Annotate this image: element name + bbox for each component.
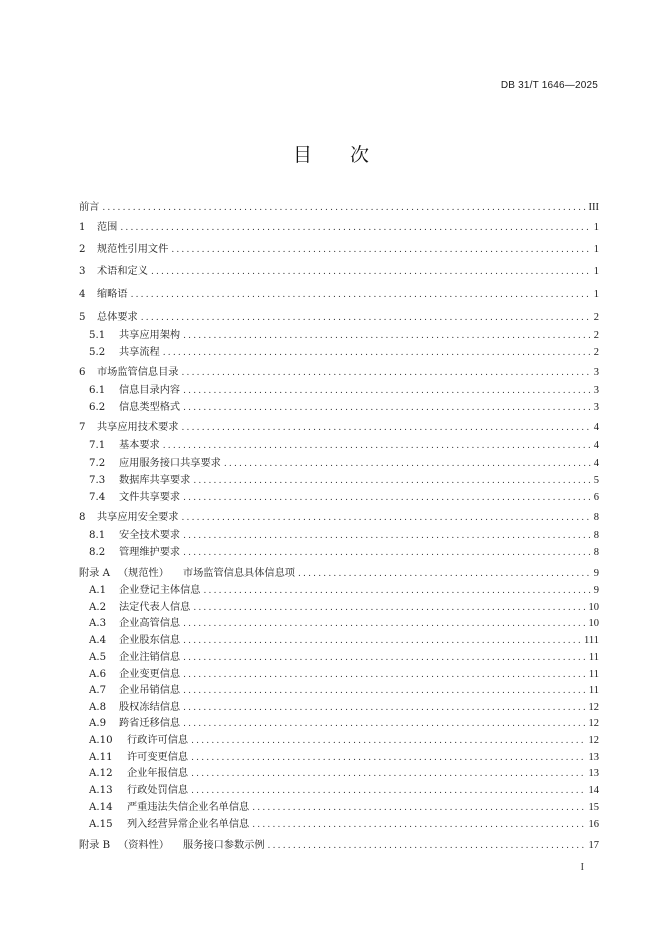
toc-entry-label: 安全技术要求 [119,530,181,541]
toc-entry-page: 3 [593,402,599,413]
toc-entry-page: 14 [588,785,599,796]
toc-entry[interactable] [79,667,599,683]
toc-entry[interactable] [79,264,599,280]
toc-dot-leader [183,383,591,399]
toc-entry-page: 17 [588,840,599,851]
toc-entry-label: 许可变更信息 [127,752,189,763]
toc-dot-leader [183,683,586,699]
toc-entry-label: 企业变更信息 [119,669,181,680]
toc-entry-number: 6.2 [89,402,106,413]
toc-dot-leader [268,838,586,854]
toc-entry[interactable] [79,750,599,766]
toc-entry[interactable] [79,783,599,799]
toc-entry[interactable] [79,733,599,749]
toc-entry-label: 总体要求 [97,312,138,323]
toc-entry-number: A.10 [89,735,113,746]
toc-entry-label: 数据库共享要求 [119,475,191,486]
toc-entry[interactable] [79,345,599,361]
toc-entry[interactable] [79,510,599,526]
toc-entry-number: 7 [79,422,86,433]
toc-entry-page: 11 [588,685,599,696]
toc-entry-label: 市场监管信息具体信息项 [182,568,295,579]
toc-dot-leader [102,200,585,216]
toc-entry-label: 企业注销信息 [119,652,181,663]
toc-entry-page: 8 [593,512,599,523]
toc-entry-label: 企业年报信息 [127,768,189,779]
toc-dot-leader [183,545,591,561]
toc-entry[interactable] [79,528,599,544]
toc-entry-page: 5 [593,475,599,486]
toc-entry-label: 行政处罚信息 [127,785,189,796]
toc-entry-number: 3 [79,266,86,277]
toc-entry-label: 规范性引用文件 [97,244,169,255]
toc-entry[interactable] [79,383,599,399]
toc-entry-number: 6.1 [89,385,106,396]
toc-entry-page: 16 [588,819,599,830]
toc-entry-label: 共享流程 [119,347,160,358]
toc-entry-label: 跨省迁移信息 [119,718,181,729]
toc-entry-page: 15 [588,802,599,813]
toc-entry-number: 8.2 [89,547,106,558]
toc-entry-label: 文件共享要求 [119,492,181,503]
toc-entry-label: 缩略语 [97,289,128,300]
toc-entry-page: 1 [593,222,599,233]
toc-entry-label: 信息目录内容 [119,385,181,396]
toc-dot-leader [171,242,590,258]
toc-entry[interactable] [79,700,599,716]
toc-entry-number: A.9 [89,718,107,729]
toc-entry-label: 术语和定义 [97,266,148,277]
toc-entry-label: 法定代表人信息 [119,602,191,613]
toc-entry-label: 企业吊销信息 [119,685,181,696]
toc-dot-leader [183,650,586,666]
toc-entry-label: 企业股东信息 [119,635,181,646]
toc-entry[interactable] [79,616,599,632]
toc-entry-number: 7.2 [89,458,106,469]
toc-entry-page: 10 [588,618,599,629]
toc-entry[interactable] [79,242,599,258]
toc-dot-leader [183,528,591,544]
toc-entry[interactable] [79,310,599,326]
toc-entry-page: 6 [593,492,599,503]
toc-entry-number: A.11 [89,752,113,763]
toc-entry-number: A.3 [89,618,107,629]
toc-entry-page: 3 [593,367,599,378]
toc-entry-number: A.12 [89,768,113,779]
toc-entry-number: A.7 [89,685,107,696]
toc-entry-number: 4 [79,289,86,300]
toc-appendix-class: （规范性） [117,568,169,579]
toc-entry-number: A.14 [89,802,113,813]
toc-dot-leader [120,220,590,236]
toc-entry[interactable] [79,817,599,833]
toc-entry[interactable] [79,220,599,236]
toc-entry-number: A.8 [89,702,107,713]
toc-entry[interactable] [79,200,599,216]
toc-entry-number: A.5 [89,652,107,663]
toc-entry-page: 10 [588,602,599,613]
toc-entry-number: 5.1 [89,330,106,341]
toc-entry-page: 13 [588,752,599,763]
toc-dot-leader [163,438,591,454]
toc-dot-leader [183,328,591,344]
toc-entry-number: 附录 B [79,840,111,851]
toc-entry-number: A.2 [89,602,107,613]
toc-dot-leader [191,750,585,766]
toc-entry-label: 共享应用架构 [119,330,181,341]
toc-entry[interactable] [79,400,599,416]
toc-dot-leader [163,345,591,361]
toc-entry-page: 9 [593,568,599,579]
toc-entry-number: 8.1 [89,530,106,541]
toc-entry[interactable] [79,365,599,381]
toc-dot-leader [151,264,591,280]
toc-entry[interactable] [79,600,599,616]
toc-entry[interactable] [79,328,599,344]
toc-entry-page: 2 [593,347,599,358]
toc-entry-page: 13 [588,768,599,779]
toc-entry-label: 信息类型格式 [119,402,181,413]
toc-entry-label: 市场监管信息目录 [97,367,179,378]
toc-entry-number: 7.3 [89,475,106,486]
toc-entry-number: 6 [79,367,86,378]
toc-entry-page: 12 [588,718,599,729]
toc-title-char-1: 目 [292,144,312,166]
toc-entry[interactable] [79,545,599,561]
toc-entry-page: 3 [593,385,599,396]
toc-entry-number: 8 [79,512,86,523]
toc-entry-page: 11 [588,669,599,680]
toc-entry[interactable] [79,420,599,436]
toc-dot-leader [183,400,591,416]
toc-entry[interactable] [79,456,599,472]
toc-entry-page: 111 [584,635,599,646]
toc-entry-page: 1 [593,266,599,277]
toc-dot-leader [193,473,590,489]
toc-dot-leader [182,420,591,436]
toc-dot-leader [191,733,585,749]
toc-entry-label: 企业登记主体信息 [119,585,201,596]
toc-dot-leader [224,456,591,472]
toc-entry[interactable] [79,838,599,854]
toc-entry-label: 管理维护要求 [119,547,181,558]
page-number: I [580,862,584,873]
toc-entry-page: 12 [588,702,599,713]
toc-dot-leader [183,667,586,683]
toc-dot-leader [182,510,591,526]
toc-entry-page: 8 [593,547,599,558]
toc-dot-leader [204,583,591,599]
toc-dot-leader [182,365,591,381]
toc-entry-label: 严重违法失信企业名单信息 [127,802,250,813]
toc-entry-number: A.4 [89,635,107,646]
toc-entry-page: 11 [588,652,599,663]
toc-entry-number: 5.2 [89,347,106,358]
toc-dot-leader [183,633,581,649]
toc-entry-page: III [588,202,599,213]
toc-entry-number: A.15 [89,819,113,830]
toc-dot-leader [298,566,591,582]
toc-entry-number: A.13 [89,785,113,796]
toc-dot-leader [183,700,585,716]
toc-entry-number: 5 [79,312,86,323]
toc-entry-page: 1 [593,289,599,300]
toc-entry-page: 8 [593,530,599,541]
toc-dot-leader [183,490,591,506]
toc-dot-leader [191,783,585,799]
toc-entry-page: 4 [593,422,599,433]
toc-entry-label: 股权冻结信息 [119,702,181,713]
toc-entry-number: 2 [79,244,86,255]
toc-dot-leader [191,766,585,782]
toc-entry[interactable] [79,438,599,454]
toc-dot-leader [183,616,585,632]
toc-entry[interactable] [79,716,599,732]
toc-entry-label: 企业高管信息 [119,618,181,629]
toc-entry-label: 服务接口参数示例 [183,840,265,851]
toc-dot-leader [183,716,585,732]
toc-entry-label: 范围 [97,222,118,233]
toc-entry[interactable] [79,583,599,599]
toc-entry-label: 列入经营异常企业名单信息 [127,819,250,830]
document-code: DB 31/T 1646—2025 [500,80,598,91]
toc-dot-leader [193,600,585,616]
toc-dot-leader [252,800,585,816]
toc-dot-leader [131,287,591,303]
toc-entry-label: 共享应用安全要求 [97,512,179,523]
toc-entry[interactable] [79,800,599,816]
toc-entry-label: 基本要求 [119,440,160,451]
toc-entry[interactable] [79,633,599,649]
toc-entry-page: 4 [593,440,599,451]
toc-entry-label: 行政许可信息 [127,735,189,746]
toc-entry-number: 1 [79,222,86,233]
toc-entry-label: 前言 [79,202,100,213]
toc-entry[interactable] [79,490,599,506]
toc-entry-label: 共享应用技术要求 [97,422,179,433]
toc-entry-page: 9 [593,585,599,596]
toc-entry-page: 4 [593,458,599,469]
toc-entry-page: 12 [588,735,599,746]
toc-dot-leader [252,817,585,833]
toc-dot-leader [141,310,591,326]
toc-entry[interactable] [79,683,599,699]
toc-entry-number: A.6 [89,669,107,680]
toc-entry-number: 7.1 [89,440,106,451]
toc-entry-number: 7.4 [89,492,106,503]
toc-entry[interactable] [79,566,599,582]
toc-entry-page: 2 [593,330,599,341]
toc-entry-page: 1 [593,244,599,255]
toc-appendix-class: （资料性） [118,840,170,851]
toc-title-char-2: 次 [350,144,370,166]
toc-entry-number: A.1 [89,585,107,596]
toc-entry[interactable] [79,473,599,489]
toc-entry-page: 2 [593,312,599,323]
toc-entry-number: 附录 A [79,568,110,579]
toc-entry[interactable] [79,766,599,782]
toc-entry[interactable] [79,287,599,303]
toc-title [0,140,662,167]
toc-entry[interactable] [79,650,599,666]
toc-entry-label: 应用服务接口共享要求 [119,458,221,469]
